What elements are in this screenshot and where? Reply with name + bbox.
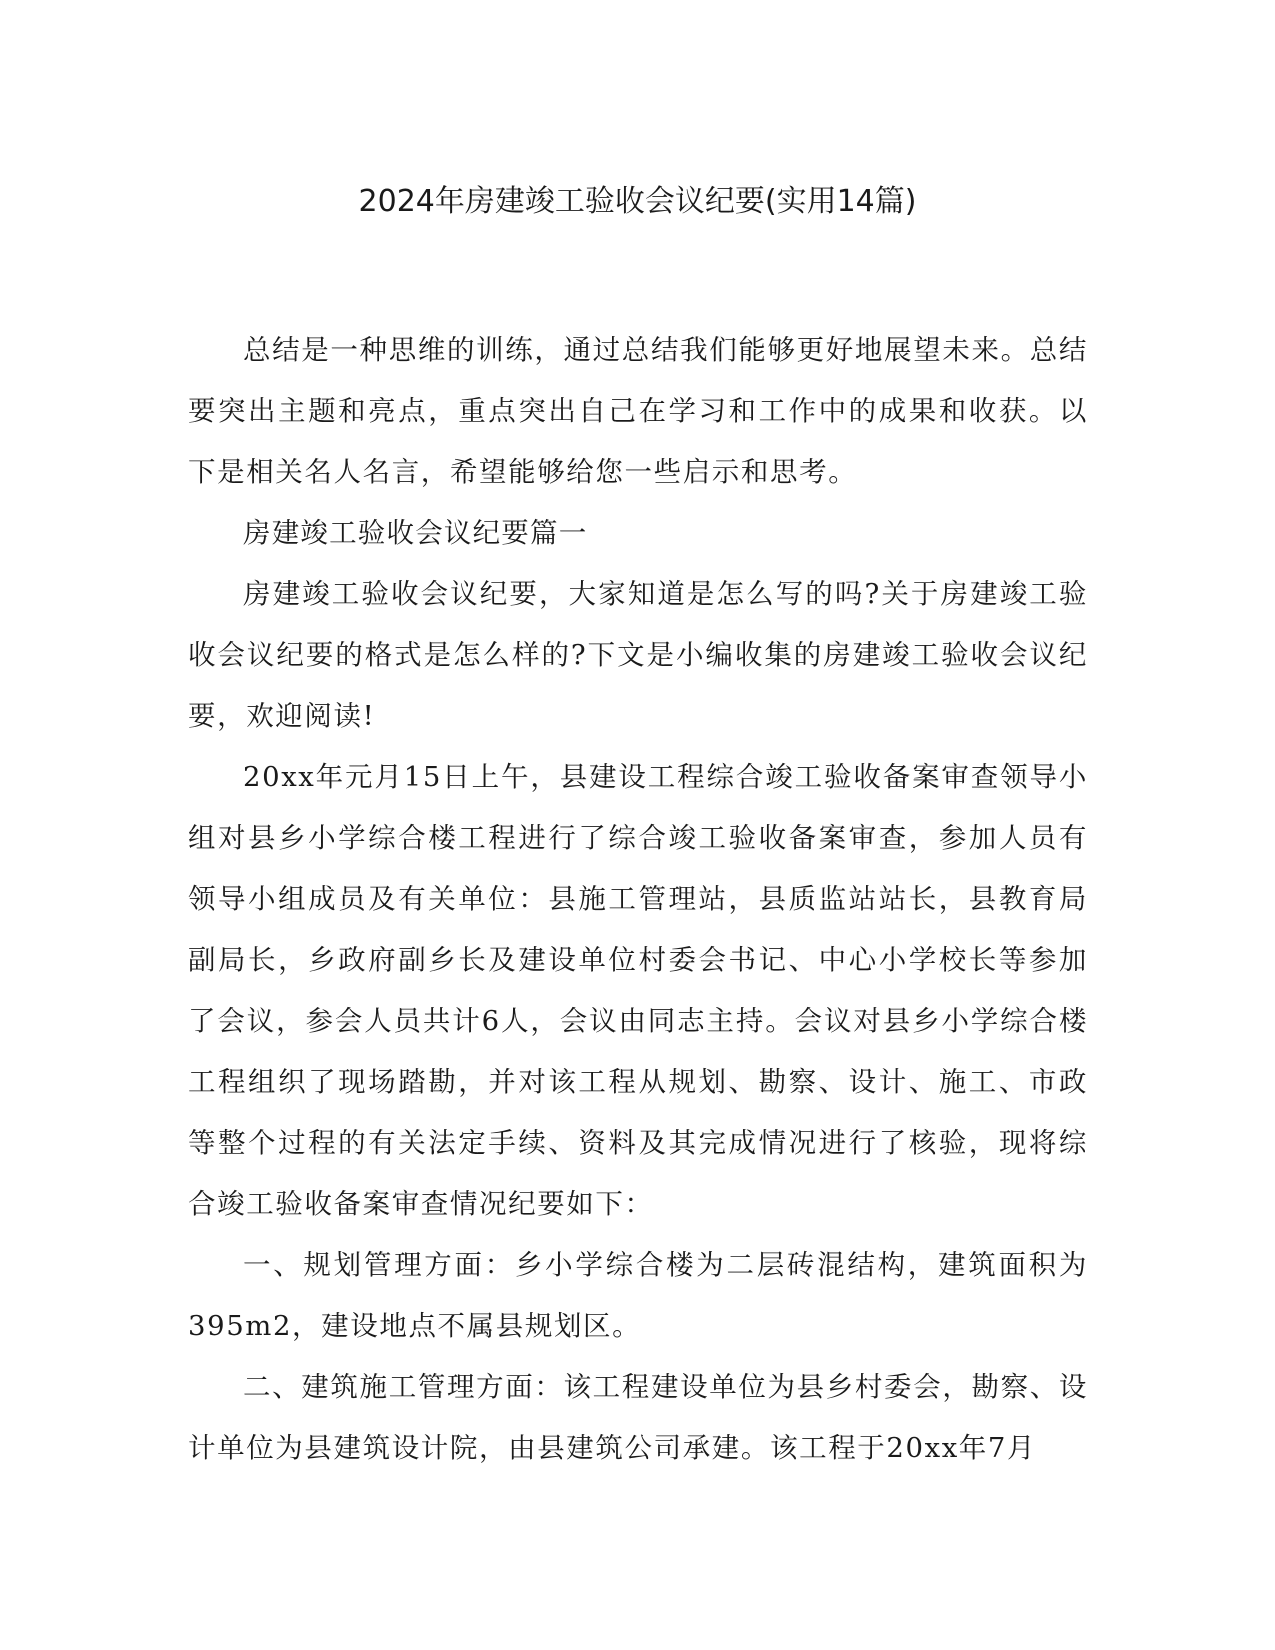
section-heading: 房建竣工验收会议纪要篇一 <box>243 517 588 549</box>
intro-paragraph: 总结是一种思维的训练，通过总结我们能够更好地展望未来。总结要突出主题和亮点，重点突出自己在学习和工作中的成果和收获。以下是相关名人名言，希望能够给您一些启示和思考。 <box>188 334 1088 488</box>
body-paragraph: 一、规划管理方面：乡小学综合楼为二层砖混结构，建筑面积为395m2，建设地点不属县规划区。 <box>188 1249 1088 1342</box>
body-paragraph: 房建竣工验收会议纪要，大家知道是怎么写的吗?关于房建竣工验收会议纪要的格式是怎么样的?下文是小编收集的房建竣工验收会议纪要，欢迎阅读! <box>188 578 1088 732</box>
document-body <box>188 320 1088 1479</box>
body-paragraph: 二、建筑施工管理方面：该工程建设单位为县乡村委会，勘察、设计单位为县建筑设计院，由县建筑公司承建。该工程于20xx年7月 <box>188 1371 1088 1464</box>
body-paragraph: 20xx年元月15日上午，县建设工程综合竣工验收备案审查领导小组对县乡小学综合楼工程进行了综合竣工验收备案审查，参加人员有领导小组成员及有关单位：县施工管理站，县质监站站长，县教育局副局长，乡政府副乡长及建设单位村委会书记、中心小学校长等参加了会议，参会人员共计6人，会议由同志主持。会议对县乡小学综合楼工程组织了现场踏勘，并对该工程从规划、勘察、设计、施工、市政等整个过程的有关法定手续、资料及其完成情况进行了核验，现将综合竣工验收备案审查情况纪要如下： <box>188 761 1088 1220</box>
document-title: 2024年房建竣工验收会议纪要(实用14篇) <box>358 184 917 219</box>
